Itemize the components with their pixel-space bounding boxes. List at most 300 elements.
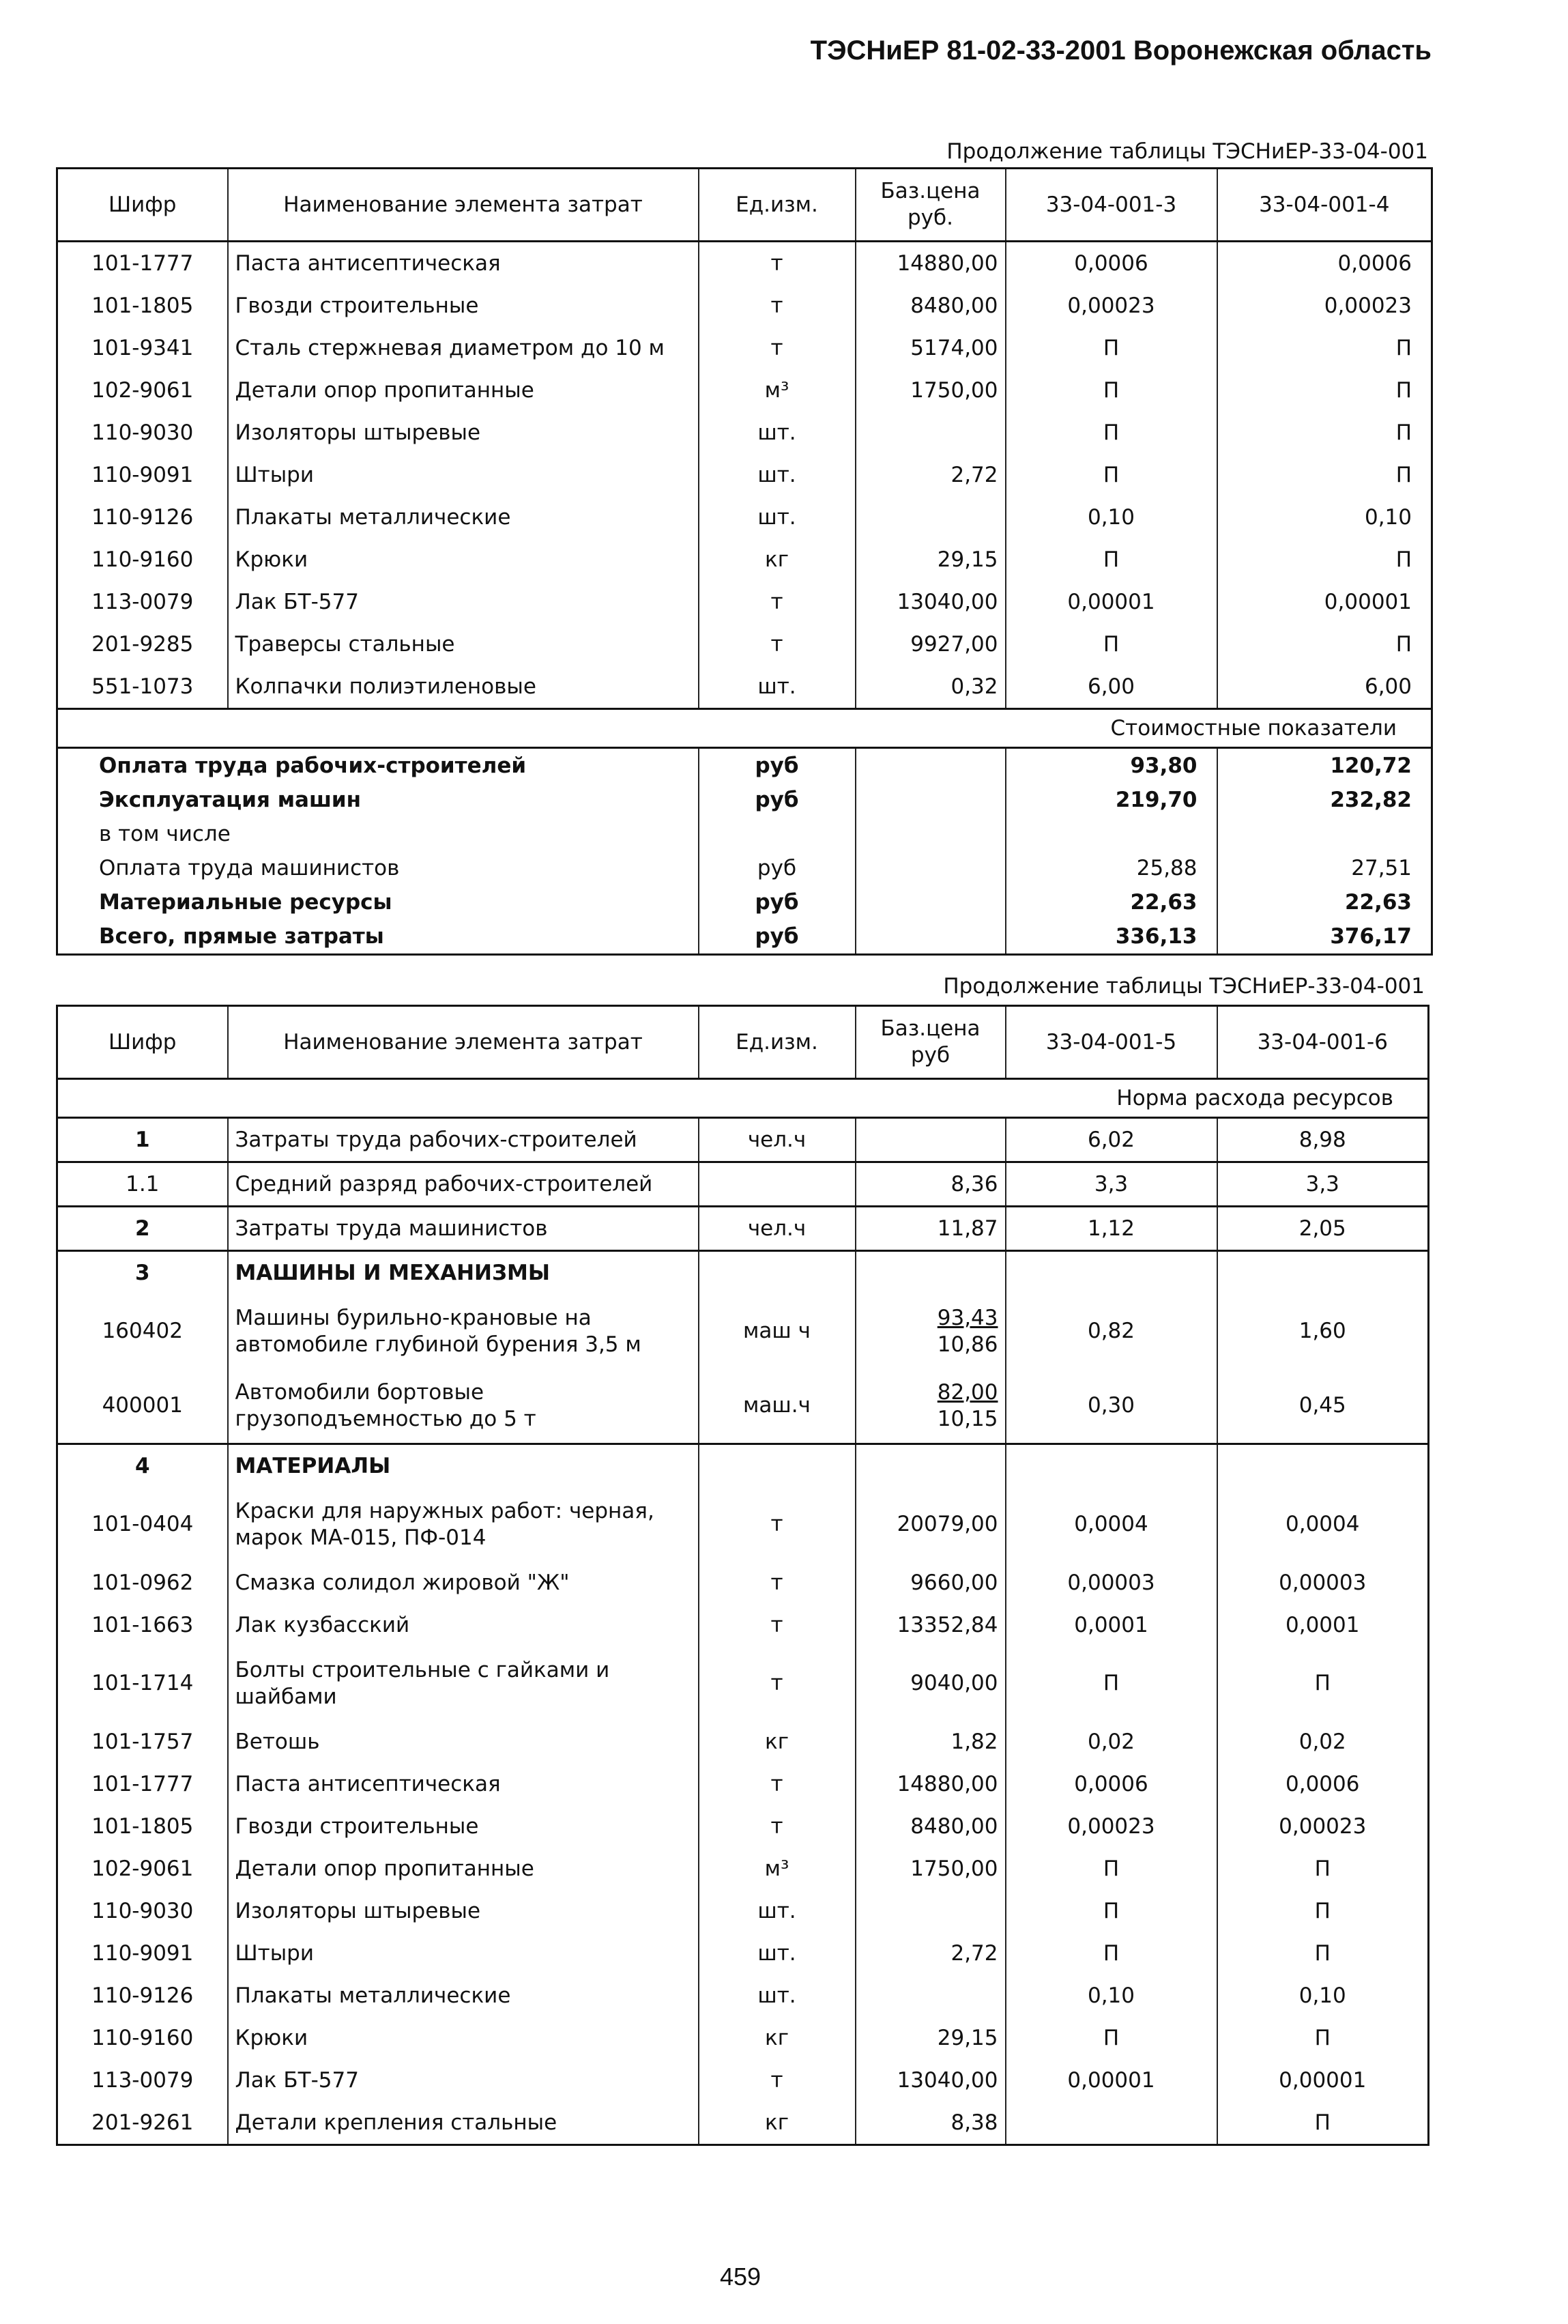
- row-value-6: 8,98: [1217, 1118, 1429, 1162]
- price-main: 1,82: [950, 1729, 998, 1754]
- header-price: Баз.цена руб: [856, 1006, 1006, 1079]
- row-value-4: П: [1217, 369, 1432, 412]
- row-name: Штыри: [228, 454, 699, 496]
- table-row: [57, 285, 1432, 327]
- row-unit: шт.: [699, 665, 856, 709]
- row-value-6: 1,60: [1217, 1294, 1429, 1368]
- summary-name: Всего, прямые затраты: [57, 919, 699, 955]
- table-row: [57, 1646, 1429, 1721]
- header-name: Наименование элемента затрат: [228, 1006, 699, 1079]
- summary-row: [57, 919, 1432, 955]
- row-unit: т: [699, 1604, 856, 1646]
- price-machinist: 10,15: [937, 1406, 998, 1431]
- row-price: [856, 1721, 1006, 1763]
- price-main: 9660,00: [910, 1570, 998, 1595]
- row-name: Средний разряд рабочих-строителей: [228, 1162, 699, 1207]
- row-price: 2,72: [856, 454, 1006, 496]
- summary-row: [57, 885, 1432, 919]
- row-name: Машины бурильно-крановые на автомобиле глубиной бурения 3,5 м: [228, 1294, 699, 1368]
- table-row: [57, 1294, 1429, 1368]
- row-code: 101-1777: [57, 1763, 228, 1805]
- summary-empty: [856, 817, 1006, 851]
- summary-value-4: 120,72: [1217, 748, 1432, 784]
- table-row: [57, 665, 1432, 709]
- table-row: [57, 1763, 1429, 1805]
- summary-value-4: 376,17: [1217, 919, 1432, 955]
- row-unit: кг: [699, 2017, 856, 2059]
- row-price: 13040,00: [856, 581, 1006, 623]
- row-price: [856, 2017, 1006, 2059]
- row-unit: т: [699, 327, 856, 369]
- summary-value-3: [1006, 817, 1217, 851]
- table-row: [57, 496, 1432, 539]
- row-unit: шт.: [699, 1932, 856, 1975]
- row-value-4: 0,0006: [1217, 242, 1432, 285]
- row-price: [856, 1368, 1006, 1444]
- row-price: [856, 1763, 1006, 1805]
- row-name: Паста антисептическая: [228, 1763, 699, 1805]
- band-label: Стоимостные показатели: [57, 709, 1432, 748]
- summary-value-3: 22,63: [1006, 885, 1217, 919]
- table-row: [57, 1805, 1429, 1848]
- row-value-5: 0,30: [1006, 1368, 1217, 1444]
- row-code: 101-1714: [57, 1646, 228, 1721]
- row-value-6: 0,0006: [1217, 1763, 1429, 1805]
- table-row: [57, 1368, 1429, 1444]
- row-name: Краски для наружных работ: черная, марок МА-015, ПФ-014: [228, 1487, 699, 1562]
- table-row: [57, 539, 1432, 581]
- band-label: Норма расхода ресурсов: [57, 1079, 1429, 1118]
- summary-unit: руб: [699, 885, 856, 919]
- table-row: [57, 1251, 1429, 1295]
- row-unit: маш.ч: [699, 1368, 856, 1444]
- row-price: 1750,00: [856, 369, 1006, 412]
- row-value-6: П: [1217, 1646, 1429, 1721]
- header-price: Баз.цена руб.: [856, 169, 1006, 242]
- summary-unit: руб: [699, 851, 856, 885]
- table-row: [57, 2017, 1429, 2059]
- table-row: [57, 327, 1432, 369]
- row-value-5: 0,0006: [1006, 1763, 1217, 1805]
- row-unit: т: [699, 285, 856, 327]
- row-value-5: [1006, 1251, 1217, 1295]
- section-band: [57, 1079, 1429, 1118]
- row-name: Крюки: [228, 539, 699, 581]
- row-value-3: П: [1006, 327, 1217, 369]
- header-col-3: 33-04-001-3: [1006, 169, 1217, 242]
- summary-name: в том числе: [57, 817, 699, 851]
- row-name: Паста антисептическая: [228, 242, 699, 285]
- price-main: 8,36: [950, 1171, 998, 1196]
- summary-empty: [856, 851, 1006, 885]
- row-price: [856, 1604, 1006, 1646]
- table-row: [57, 1444, 1429, 1488]
- row-value-4: 0,10: [1217, 496, 1432, 539]
- row-price: [856, 1162, 1006, 1207]
- row-value-6: 0,45: [1217, 1368, 1429, 1444]
- price-machinist: 10,86: [937, 1332, 998, 1357]
- row-value-5: П: [1006, 2017, 1217, 2059]
- row-price: [856, 1848, 1006, 1890]
- row-unit: т: [699, 1805, 856, 1848]
- summary-unit: руб: [699, 919, 856, 955]
- row-unit: шт.: [699, 496, 856, 539]
- summary-name: Эксплуатация машин: [57, 783, 699, 817]
- row-value-5: 0,0001: [1006, 1604, 1217, 1646]
- row-unit: шт.: [699, 454, 856, 496]
- table-row: [57, 242, 1432, 285]
- summary-row: [57, 851, 1432, 885]
- row-name: Автомобили бортовые грузоподъемностью до 5 т: [228, 1368, 699, 1444]
- row-price: 8480,00: [856, 285, 1006, 327]
- row-name: Изоляторы штыревые: [228, 412, 699, 454]
- row-value-3: П: [1006, 412, 1217, 454]
- row-name: Сталь стержневая диаметром до 10 м: [228, 327, 699, 369]
- row-name: Лак кузбасский: [228, 1604, 699, 1646]
- table-row: [57, 1562, 1429, 1604]
- table-row: [57, 1890, 1429, 1932]
- summary-name: Оплата труда рабочих-строителей: [57, 748, 699, 784]
- row-value-5: 0,82: [1006, 1294, 1217, 1368]
- header-col-5: 33-04-001-5: [1006, 1006, 1217, 1079]
- summary-value-3: 219,70: [1006, 783, 1217, 817]
- row-code: 4: [57, 1444, 228, 1488]
- row-value-5: 0,00001: [1006, 2059, 1217, 2101]
- row-value-3: 6,00: [1006, 665, 1217, 709]
- row-value-3: 0,10: [1006, 496, 1217, 539]
- row-value-3: 0,00001: [1006, 581, 1217, 623]
- row-name: Детали опор пропитанные: [228, 369, 699, 412]
- row-unit: т: [699, 1763, 856, 1805]
- row-value-5: П: [1006, 1890, 1217, 1932]
- row-price: [856, 2101, 1006, 2145]
- price-main: 8,38: [950, 2110, 998, 2135]
- row-name: Затраты труда рабочих-строителей: [228, 1118, 699, 1162]
- table-row: [57, 1118, 1429, 1162]
- row-code: 1: [57, 1118, 228, 1162]
- row-price: [856, 1562, 1006, 1604]
- row-name: Колпачки полиэтиленовые: [228, 665, 699, 709]
- price-main: 2,72: [950, 1940, 998, 1966]
- row-code: 110-9091: [57, 454, 228, 496]
- row-unit: т: [699, 2059, 856, 2101]
- row-value-3: П: [1006, 539, 1217, 581]
- row-code: 102-9061: [57, 369, 228, 412]
- table-row: [57, 412, 1432, 454]
- row-name: Болты строительные с гайками и шайбами: [228, 1646, 699, 1721]
- row-unit: шт.: [699, 412, 856, 454]
- row-value-4: 0,00023: [1217, 285, 1432, 327]
- row-name: Смазка солидол жировой "Ж": [228, 1562, 699, 1604]
- summary-name: Материальные ресурсы: [57, 885, 699, 919]
- row-code: 551-1073: [57, 665, 228, 709]
- row-unit: чел.ч: [699, 1118, 856, 1162]
- row-value-5: 0,00003: [1006, 1562, 1217, 1604]
- header-col-4: 33-04-001-4: [1217, 169, 1432, 242]
- price-main: 82,00: [937, 1379, 998, 1405]
- row-code: 3: [57, 1251, 228, 1295]
- row-price: [856, 1444, 1006, 1488]
- summary-row: [57, 783, 1432, 817]
- price-main: 1750,00: [910, 1856, 998, 1881]
- row-price: [856, 1932, 1006, 1975]
- table1-caption: Продолжение таблицы ТЭСНиЕР-33-04-001: [946, 139, 1428, 164]
- row-code: 101-9341: [57, 327, 228, 369]
- row-price: [856, 1294, 1006, 1368]
- row-unit: т: [699, 1562, 856, 1604]
- row-value-4: П: [1217, 454, 1432, 496]
- row-unit: [699, 1444, 856, 1488]
- row-unit: т: [699, 623, 856, 665]
- row-value-5: П: [1006, 1848, 1217, 1890]
- row-unit: т: [699, 1487, 856, 1562]
- summary-name: Оплата труда машинистов: [57, 851, 699, 885]
- row-value-3: 0,00023: [1006, 285, 1217, 327]
- summary-unit: руб: [699, 748, 856, 784]
- row-price: 0,32: [856, 665, 1006, 709]
- table-row: [57, 1975, 1429, 2017]
- row-code: 160402: [57, 1294, 228, 1368]
- row-unit: чел.ч: [699, 1207, 856, 1251]
- row-value-3: П: [1006, 369, 1217, 412]
- row-value-3: П: [1006, 454, 1217, 496]
- summary-unit: [699, 817, 856, 851]
- row-code: 110-9030: [57, 1890, 228, 1932]
- row-price: [856, 1975, 1006, 2017]
- row-code: 400001: [57, 1368, 228, 1444]
- page-header: ТЭСНиЕР 81-02-33-2001 Воронежская область: [810, 35, 1432, 66]
- table-row: [57, 2059, 1429, 2101]
- row-value-4: П: [1217, 539, 1432, 581]
- table-row: [57, 1487, 1429, 1562]
- table-row: [57, 1721, 1429, 1763]
- row-value-4: 0,00001: [1217, 581, 1432, 623]
- row-unit: [699, 1162, 856, 1207]
- row-name: Траверсы стальные: [228, 623, 699, 665]
- summary-value-3: 25,88: [1006, 851, 1217, 885]
- row-code: 201-9285: [57, 623, 228, 665]
- table-row: [57, 369, 1432, 412]
- table2-caption: Продолжение таблицы ТЭСНиЕР-33-04-001: [943, 974, 1425, 999]
- row-price: 5174,00: [856, 327, 1006, 369]
- table-row: [57, 1932, 1429, 1975]
- row-name: Детали опор пропитанные: [228, 1848, 699, 1890]
- header-col-6: 33-04-001-6: [1217, 1006, 1429, 1079]
- table-row: [57, 1207, 1429, 1251]
- row-code: 101-1805: [57, 1805, 228, 1848]
- row-code: 113-0079: [57, 581, 228, 623]
- row-name: Лак БТ-577: [228, 581, 699, 623]
- row-value-6: П: [1217, 1932, 1429, 1975]
- resource-table-1: [56, 167, 1433, 956]
- table-row: [57, 623, 1432, 665]
- row-name: Лак БТ-577: [228, 2059, 699, 2101]
- summary-value-4: 232,82: [1217, 783, 1432, 817]
- row-unit: [699, 1251, 856, 1295]
- price-main: 14880,00: [897, 1771, 998, 1796]
- row-price: 14880,00: [856, 242, 1006, 285]
- table-row: [57, 1848, 1429, 1890]
- row-unit: т: [699, 242, 856, 285]
- price-main: 11,87: [937, 1216, 998, 1241]
- row-value-5: 0,10: [1006, 1975, 1217, 2017]
- row-value-6: П: [1217, 1890, 1429, 1932]
- row-value-4: 6,00: [1217, 665, 1432, 709]
- row-unit: т: [699, 581, 856, 623]
- row-name: Штыри: [228, 1932, 699, 1975]
- row-code: 113-0079: [57, 2059, 228, 2101]
- row-value-4: П: [1217, 623, 1432, 665]
- row-value-6: [1217, 1444, 1429, 1488]
- summary-unit: руб: [699, 783, 856, 817]
- row-value-6: 0,0004: [1217, 1487, 1429, 1562]
- row-unit: м³: [699, 1848, 856, 1890]
- table-row: [57, 1604, 1429, 1646]
- row-code: 1.1: [57, 1162, 228, 1207]
- summary-empty: [856, 885, 1006, 919]
- row-code: 101-0962: [57, 1562, 228, 1604]
- row-unit: м³: [699, 369, 856, 412]
- row-price: [856, 1251, 1006, 1295]
- summary-value-3: 336,13: [1006, 919, 1217, 955]
- row-value-6: 0,10: [1217, 1975, 1429, 2017]
- row-name: Изоляторы штыревые: [228, 1890, 699, 1932]
- row-unit: кг: [699, 1721, 856, 1763]
- row-name: Детали крепления стальные: [228, 2101, 699, 2145]
- row-value-4: П: [1217, 327, 1432, 369]
- row-code: 110-9030: [57, 412, 228, 454]
- page-number: 459: [720, 2263, 761, 2291]
- row-value-5: [1006, 1444, 1217, 1488]
- row-value-3: П: [1006, 623, 1217, 665]
- row-value-5: 0,0004: [1006, 1487, 1217, 1562]
- row-price: [856, 496, 1006, 539]
- row-value-6: 0,00001: [1217, 2059, 1429, 2101]
- table-row: [57, 581, 1432, 623]
- price-main: 13352,84: [897, 1612, 998, 1637]
- row-code: 101-1805: [57, 285, 228, 327]
- summary-empty: [856, 919, 1006, 955]
- row-code: 110-9160: [57, 2017, 228, 2059]
- row-value-6: П: [1217, 1848, 1429, 1890]
- row-value-6: 2,05: [1217, 1207, 1429, 1251]
- row-value-6: П: [1217, 2017, 1429, 2059]
- row-value-3: 0,0006: [1006, 242, 1217, 285]
- header-unit: Ед.изм.: [699, 1006, 856, 1079]
- row-code: 102-9061: [57, 1848, 228, 1890]
- summary-value-4: 22,63: [1217, 885, 1432, 919]
- table-row: [57, 2101, 1429, 2145]
- row-code: 110-9160: [57, 539, 228, 581]
- row-price: 9927,00: [856, 623, 1006, 665]
- row-price: [856, 1890, 1006, 1932]
- row-name: Ветошь: [228, 1721, 699, 1763]
- row-price: [856, 1118, 1006, 1162]
- row-name: Плакаты металлические: [228, 496, 699, 539]
- row-price: [856, 1487, 1006, 1562]
- summary-row: [57, 817, 1432, 851]
- section-band: [57, 709, 1432, 748]
- row-price: 29,15: [856, 539, 1006, 581]
- row-value-5: 0,00023: [1006, 1805, 1217, 1848]
- row-code: 110-9126: [57, 496, 228, 539]
- row-code: 101-0404: [57, 1487, 228, 1562]
- row-value-5: 6,02: [1006, 1118, 1217, 1162]
- row-name: Гвозди строительные: [228, 285, 699, 327]
- row-value-6: [1217, 1251, 1429, 1295]
- row-name: Плакаты металлические: [228, 1975, 699, 2017]
- row-unit: кг: [699, 2101, 856, 2145]
- row-unit: кг: [699, 539, 856, 581]
- row-value-6: 0,00003: [1217, 1562, 1429, 1604]
- summary-empty: [856, 783, 1006, 817]
- header-code: Шифр: [57, 1006, 228, 1079]
- row-unit: т: [699, 1646, 856, 1721]
- row-value-6: 0,00023: [1217, 1805, 1429, 1848]
- row-value-6: П: [1217, 2101, 1429, 2145]
- summary-value-4: 27,51: [1217, 851, 1432, 885]
- row-value-5: П: [1006, 1932, 1217, 1975]
- row-name: Гвозди строительные: [228, 1805, 699, 1848]
- row-code: 101-1663: [57, 1604, 228, 1646]
- price-main: 29,15: [937, 2025, 998, 2050]
- table-row: [57, 1162, 1429, 1207]
- row-name: МАШИНЫ И МЕХАНИЗМЫ: [228, 1251, 699, 1295]
- row-value-6: 0,02: [1217, 1721, 1429, 1763]
- row-code: 101-1757: [57, 1721, 228, 1763]
- price-main: 13040,00: [897, 2067, 998, 2093]
- row-value-6: 3,3: [1217, 1162, 1429, 1207]
- price-main: 93,43: [937, 1305, 998, 1330]
- row-name: МАТЕРИАЛЫ: [228, 1444, 699, 1488]
- row-code: 101-1777: [57, 242, 228, 285]
- row-price: [856, 2059, 1006, 2101]
- row-name: Крюки: [228, 2017, 699, 2059]
- summary-value-4: [1217, 817, 1432, 851]
- header-name: Наименование элемента затрат: [228, 169, 699, 242]
- row-price: [856, 1207, 1006, 1251]
- price-main: 8480,00: [910, 1813, 998, 1839]
- table-row: [57, 454, 1432, 496]
- row-price: [856, 412, 1006, 454]
- header-unit: Ед.изм.: [699, 169, 856, 242]
- row-price: [856, 1646, 1006, 1721]
- row-code: 201-9261: [57, 2101, 228, 2145]
- table2-header-row: [57, 1006, 1429, 1079]
- header-code: Шифр: [57, 169, 228, 242]
- row-unit: шт.: [699, 1890, 856, 1932]
- row-code: 2: [57, 1207, 228, 1251]
- row-code: 110-9126: [57, 1975, 228, 2017]
- price-main: 20079,00: [897, 1512, 998, 1537]
- row-name: Затраты труда машинистов: [228, 1207, 699, 1251]
- row-value-6: 0,0001: [1217, 1604, 1429, 1646]
- row-unit: шт.: [699, 1975, 856, 2017]
- row-value-5: [1006, 2101, 1217, 2145]
- row-value-5: 1,12: [1006, 1207, 1217, 1251]
- row-code: 110-9091: [57, 1932, 228, 1975]
- row-price: [856, 1805, 1006, 1848]
- summary-row: [57, 748, 1432, 784]
- summary-value-3: 93,80: [1006, 748, 1217, 784]
- row-value-5: П: [1006, 1646, 1217, 1721]
- price-main: 9040,00: [910, 1671, 998, 1696]
- row-value-5: 3,3: [1006, 1162, 1217, 1207]
- resource-table-2: [56, 1005, 1429, 2146]
- row-value-5: 0,02: [1006, 1721, 1217, 1763]
- row-value-4: П: [1217, 412, 1432, 454]
- table1-header-row: [57, 169, 1432, 242]
